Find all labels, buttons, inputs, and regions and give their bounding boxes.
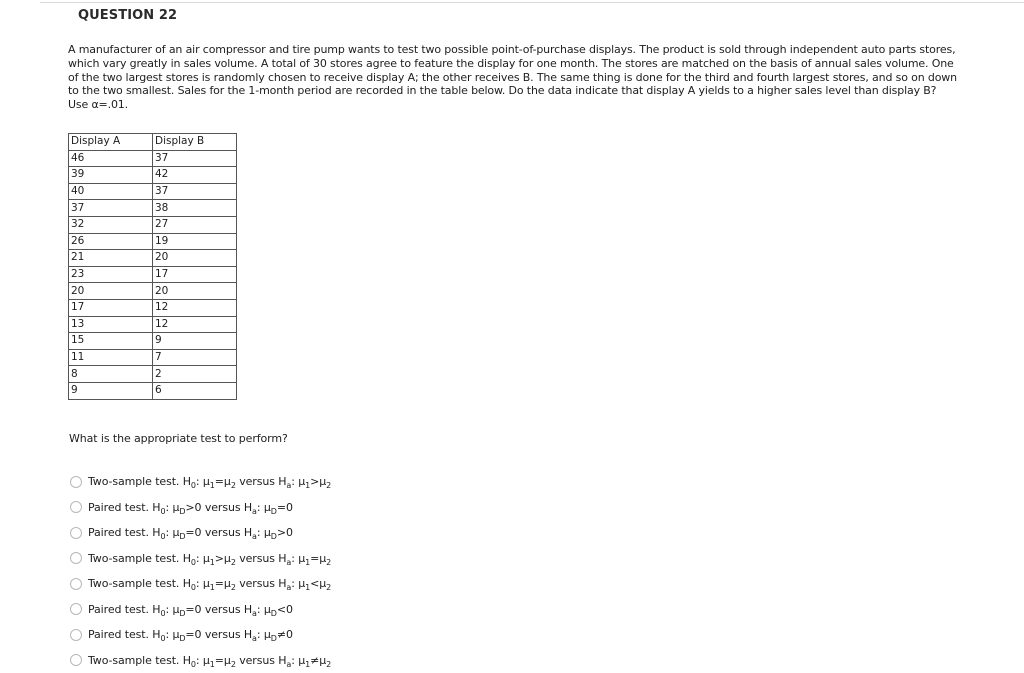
option-text-part: 1 [210,481,215,490]
header-display-b: Display B [153,134,237,151]
option-text-part: 1 [305,481,310,490]
option-text-part: 1 [210,583,215,592]
cell-display-a: 13 [69,316,153,333]
cell-display-b: 37 [153,150,237,167]
radio-button[interactable] [70,654,82,666]
table-row [69,200,237,217]
radio-button[interactable] [70,578,82,590]
radio-button[interactable] [70,603,82,615]
cell-display-b: 9 [153,333,237,350]
option-text-part: 2 [326,660,331,669]
option-text-part: H [244,501,252,514]
option-text-part: 0 [160,609,165,618]
option-text-part: 1 [305,558,310,567]
option-text-part: a [252,634,257,643]
option-text-part: 0 [191,660,196,669]
cell-display-a: 11 [69,349,153,366]
table-header-row [69,134,237,151]
question-text-line: of the two largest stores is randomly chosen to receive display A; the other receives B. The same thing is done for the third and fourth largest stores, and so on down [68,71,988,85]
option-text-part: ≠0 [277,628,293,641]
option-text-part: H [278,577,286,590]
option-text-part: Paired test. H [88,628,160,641]
cell-display-a: 37 [69,200,153,217]
cell-display-b: 2 [153,366,237,383]
cell-display-a: 26 [69,233,153,250]
option-text-part: versus [236,654,278,667]
option-text-part: 2 [231,481,236,490]
table-row [69,167,237,184]
cell-display-a: 21 [69,250,153,267]
option-text-part: versus [201,526,243,539]
question-text-line: which vary greatly in sales volume. A total of 30 stores agree to feature the display for one month. The stores are matched on the basis of annual sales volume. One [68,57,988,71]
cell-display-a: 23 [69,266,153,283]
table-row [69,283,237,300]
table-row [69,233,237,250]
option-text-part: =μ [310,552,326,565]
cell-display-a: 17 [69,299,153,316]
table-row [69,349,237,366]
question-text-line: Use α=.01. [68,98,988,112]
option-text-part: Two-sample test. H [88,577,191,590]
option-text-part: : μ [196,577,210,590]
option-text-part: H [278,552,286,565]
option-text-part: =0 [185,628,201,641]
option-text-part: a [286,481,291,490]
option-text-part: 1 [210,558,215,567]
table-row [69,316,237,333]
option-label [88,577,331,590]
option-text-part: 2 [231,660,236,669]
option-text-part: D [271,634,277,643]
option-text-part: : μ [196,475,210,488]
option-text-part: =0 [185,603,201,616]
option-text-part: >μ [215,552,231,565]
option-text-part: 2 [231,583,236,592]
option-text-part: H [244,526,252,539]
option-text-part: =μ [215,577,231,590]
answer-option[interactable] [70,469,331,495]
option-text-part: : μ [257,603,271,616]
option-text-part: 2 [231,558,236,567]
answer-option[interactable] [70,648,331,673]
radio-button[interactable] [70,629,82,641]
option-text-part: : μ [257,628,271,641]
option-label [88,501,293,514]
option-text-part: 2 [326,583,331,592]
option-text-part: a [252,507,257,516]
option-text-part: 0 [160,634,165,643]
option-text-part: ≠μ [310,654,326,667]
table-row [69,266,237,283]
radio-button[interactable] [70,527,82,539]
table-row [69,382,237,399]
question-text [68,43,988,112]
option-text-part: versus [201,628,243,641]
answer-option[interactable] [70,571,331,597]
option-text-part: versus [236,552,278,565]
option-label [88,654,331,667]
option-text-part: 1 [305,583,310,592]
cell-display-b: 37 [153,183,237,200]
option-text-part: D [271,532,277,541]
sales-table [68,133,237,400]
table-row [69,216,237,233]
option-text-part: : μ [165,603,179,616]
option-text-part: a [252,609,257,618]
table-row [69,366,237,383]
answer-option[interactable] [70,546,331,572]
option-text-part: versus [201,603,243,616]
cell-display-b: 7 [153,349,237,366]
table-row [69,250,237,267]
option-text-part: D [179,609,185,618]
table-row [69,299,237,316]
option-text-part: : μ [165,628,179,641]
option-text-part: : μ [165,526,179,539]
option-text-part: =μ [215,475,231,488]
option-text-part: 2 [326,558,331,567]
cell-display-a: 39 [69,167,153,184]
question-text-line: to the two smallest. Sales for the 1-month period are recorded in the table below. Do the data indicate that display A yields to a higher sales level than display B? [68,84,988,98]
option-text-part: >0 [277,526,293,539]
table-row [69,150,237,167]
option-text-part: =0 [277,501,293,514]
option-text-part: : μ [291,552,305,565]
cell-display-a: 46 [69,150,153,167]
cell-display-b: 19 [153,233,237,250]
option-text-part: Two-sample test. H [88,654,191,667]
question-title: QUESTION 22 [78,8,177,23]
cell-display-a: 15 [69,333,153,350]
option-text-part: Paired test. H [88,526,160,539]
option-text-part: : μ [291,654,305,667]
cell-display-b: 20 [153,283,237,300]
option-text-part: Paired test. H [88,603,160,616]
option-text-part: =μ [215,654,231,667]
option-text-part: H [278,654,286,667]
option-text-part: Paired test. H [88,501,160,514]
table-row [69,183,237,200]
cell-display-a: 20 [69,283,153,300]
option-text-part: 0 [160,532,165,541]
option-text-part: : μ [196,654,210,667]
cell-display-a: 32 [69,216,153,233]
option-text-part: H [244,628,252,641]
option-text-part: 0 [191,583,196,592]
cell-display-b: 20 [153,250,237,267]
answer-option[interactable] [70,622,331,648]
option-text-part: 1 [305,660,310,669]
option-text-part: : μ [196,552,210,565]
option-text-part: 0 [191,558,196,567]
table-row [69,333,237,350]
option-text-part: 1 [210,660,215,669]
option-text-part: H [244,603,252,616]
option-label [88,526,293,539]
cell-display-a: 9 [69,382,153,399]
option-text-part: : μ [165,501,179,514]
question-text-line: A manufacturer of an air compressor and tire pump wants to test two possible point-of-purchase displays. The product is sold through independent auto parts stores, [68,43,988,57]
option-text-part: a [286,583,291,592]
header-display-a: Display A [69,134,153,151]
option-text-part: D [179,532,185,541]
option-text-part: a [286,660,291,669]
cell-display-b: 6 [153,382,237,399]
prompt-text: What is the appropriate test to perform? [69,432,288,445]
top-divider [40,2,1024,3]
option-text-part: : μ [257,501,271,514]
cell-display-b: 42 [153,167,237,184]
answer-options [70,469,331,673]
radio-button[interactable] [70,552,82,564]
cell-display-a: 8 [69,366,153,383]
cell-display-b: 12 [153,316,237,333]
option-text-part: a [252,532,257,541]
option-text-part: versus [201,501,243,514]
cell-display-b: 27 [153,216,237,233]
option-text-part: : μ [291,475,305,488]
option-label [88,628,293,641]
option-text-part: D [179,634,185,643]
option-text-part: : μ [291,577,305,590]
option-text-part: 0 [191,481,196,490]
option-text-part: <0 [277,603,293,616]
option-label [88,552,331,565]
cell-display-a: 40 [69,183,153,200]
radio-button[interactable] [70,501,82,513]
option-text-part: >0 [185,501,201,514]
option-text-part: =0 [185,526,201,539]
radio-button[interactable] [70,476,82,488]
answer-option[interactable] [70,520,331,546]
option-text-part: 0 [160,507,165,516]
option-text-part: versus [236,475,278,488]
option-text-part: 2 [326,481,331,490]
cell-display-b: 17 [153,266,237,283]
option-label [88,475,331,488]
option-text-part: versus [236,577,278,590]
option-label [88,603,293,616]
option-text-part: D [271,609,277,618]
option-text-part: H [278,475,286,488]
answer-option[interactable] [70,495,331,521]
option-text-part: a [286,558,291,567]
cell-display-b: 12 [153,299,237,316]
option-text-part: Two-sample test. H [88,552,191,565]
option-text-part: <μ [310,577,326,590]
option-text-part: : μ [257,526,271,539]
option-text-part: D [271,507,277,516]
option-text-part: >μ [310,475,326,488]
option-text-part: D [179,507,185,516]
cell-display-b: 38 [153,200,237,217]
option-text-part: Two-sample test. H [88,475,191,488]
answer-option[interactable] [70,597,331,623]
